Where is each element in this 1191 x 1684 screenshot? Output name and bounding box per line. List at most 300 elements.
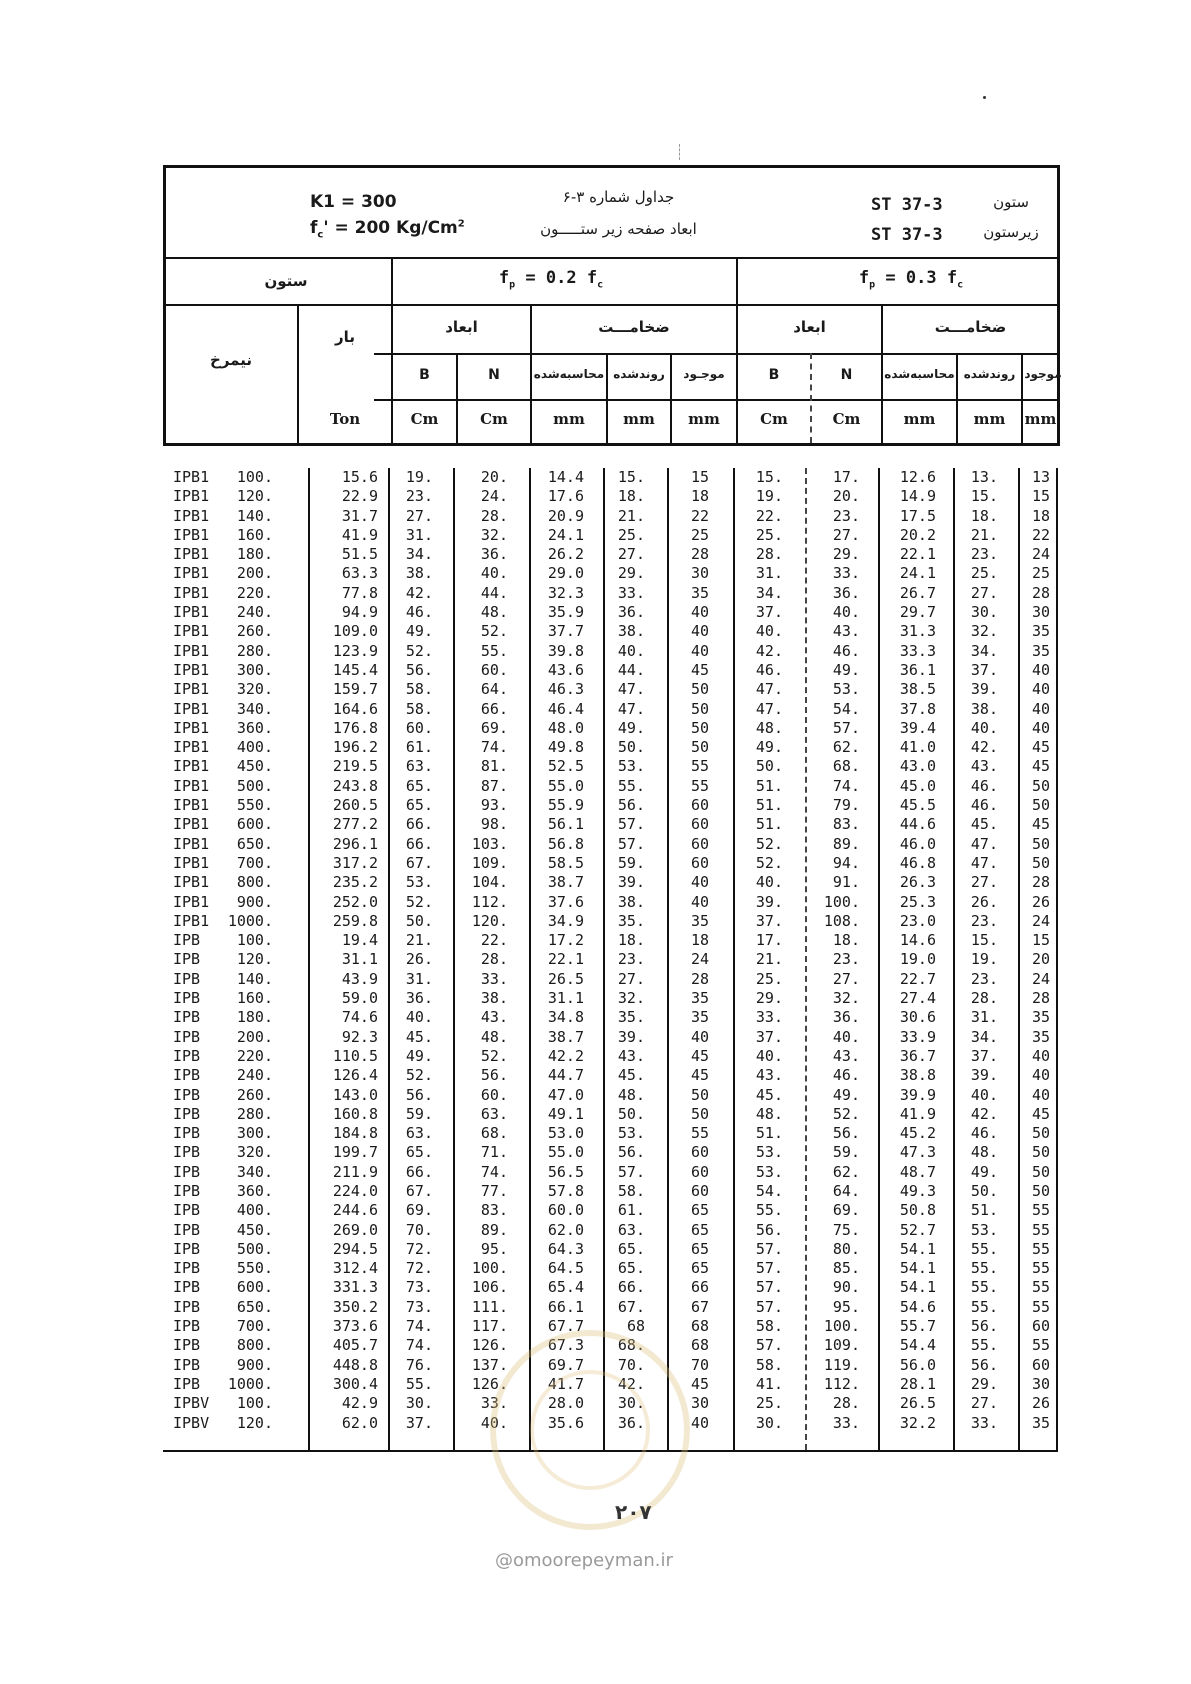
cell-round1: 25.: [617, 525, 645, 544]
cell-round2: 53.: [970, 1220, 998, 1239]
cell-b2: 54.: [755, 1181, 783, 1200]
cell-load: 109.0: [332, 622, 378, 641]
cell-calc1: 43.6: [547, 660, 584, 679]
cell-b2: 41.: [755, 1374, 783, 1393]
cell-exist2: 40: [1031, 660, 1050, 679]
cell-round2: 47.: [970, 853, 998, 872]
cell-b1: 52.: [405, 1066, 433, 1085]
cell-n2: 91.: [832, 873, 860, 892]
cell-round1: 50.: [617, 1104, 645, 1123]
cell-profile: IPB1: [173, 892, 210, 911]
cell-exist2: 40: [1031, 699, 1050, 718]
table-row: [163, 661, 1058, 680]
cell-b2: 40.: [755, 622, 783, 641]
cell-n1: 100.: [471, 1259, 508, 1278]
cell-b2: 57.: [755, 1297, 783, 1316]
cell-profile: IPB: [173, 1046, 201, 1065]
cell-load: 373.6: [332, 1317, 378, 1336]
cell-size: 600.: [236, 1278, 273, 1297]
fp-02-header: $f_p = 0.2$ $f_c$: [498, 268, 604, 291]
unit-n-2: Cm: [832, 410, 861, 428]
cell-profile: IPB: [173, 1124, 201, 1143]
cell-round2: 39.: [970, 1066, 998, 1085]
cell-calc2: 26.3: [899, 873, 936, 892]
steel-grade-base: ST 37-3: [871, 225, 943, 245]
site-watermark: @omoorepeyman.ir: [495, 1550, 673, 1571]
cell-round2: 43.: [970, 757, 998, 776]
cell-calc1: 57.8: [547, 1181, 584, 1200]
cell-round1: 35.: [617, 911, 645, 930]
cell-size: 1000.: [227, 1374, 273, 1393]
cell-n2: 85.: [832, 1259, 860, 1278]
cell-n1: 32.: [480, 525, 508, 544]
cell-n1: 81.: [480, 757, 508, 776]
cell-load: 350.2: [332, 1297, 378, 1316]
cell-calc1: 67.7: [547, 1317, 584, 1336]
cell-load: 224.0: [332, 1181, 378, 1200]
cell-load: 31.1: [341, 950, 378, 969]
cell-b2: 55.: [755, 1201, 783, 1220]
cell-calc2: 23.0: [899, 911, 936, 930]
cell-calc2: 44.6: [899, 815, 936, 834]
cell-round1: 23.: [617, 950, 645, 969]
cell-calc2: 20.2: [899, 525, 936, 544]
cell-exist2: 35: [1031, 1413, 1050, 1432]
cell-profile: IPB: [173, 931, 201, 950]
cell-b1: 36.: [405, 989, 433, 1008]
cell-exist1: 18: [690, 931, 709, 950]
cell-size: 450.: [236, 757, 273, 776]
cell-profile: IPB: [173, 1374, 201, 1393]
cell-b2: 33.: [755, 1008, 783, 1027]
cell-b2: 48.: [755, 718, 783, 737]
b-head-2: B: [768, 367, 780, 383]
cell-calc1: 64.5: [547, 1259, 584, 1278]
cell-round2: 46.: [970, 1124, 998, 1143]
cell-size: 1000.: [227, 911, 273, 930]
cell-calc2: 45.2: [899, 1124, 936, 1143]
cell-n1: 60.: [480, 660, 508, 679]
cell-n2: 54.: [832, 699, 860, 718]
cell-n2: 69.: [832, 1201, 860, 1220]
cell-size: 360.: [236, 718, 273, 737]
cell-profile: IPB: [173, 1162, 201, 1181]
cell-round1: 45.: [617, 1066, 645, 1085]
cell-exist2: 55: [1031, 1297, 1050, 1316]
cell-profile: IPB1: [173, 911, 210, 930]
load-head: بار: [335, 328, 355, 346]
steel-grade-column: ST 37-3: [871, 195, 943, 215]
cell-round2: 34.: [970, 641, 998, 660]
cell-load: 62.0: [341, 1413, 378, 1432]
table-row: [163, 777, 1058, 796]
cell-round2: 27.: [970, 873, 998, 892]
cell-exist2: 25: [1031, 564, 1050, 583]
cell-round1: 18.: [617, 487, 645, 506]
cell-calc1: 55.9: [547, 796, 584, 815]
cell-b1: 58.: [405, 680, 433, 699]
cell-calc2: 19.0: [899, 950, 936, 969]
cell-exist2: 35: [1031, 1027, 1050, 1046]
dims-head-2: ابعاد: [793, 318, 826, 336]
cell-profile: IPB1: [173, 873, 210, 892]
cell-load: 42.9: [341, 1394, 378, 1413]
table-row: [163, 1086, 1058, 1105]
cell-b1: 52.: [405, 641, 433, 660]
cell-round1: 65.: [617, 1259, 645, 1278]
table-row: [163, 1124, 1058, 1143]
cell-size: 400.: [236, 1201, 273, 1220]
cell-exist1: 40: [690, 1413, 709, 1432]
thickness-head-2: ضخامـــت: [934, 318, 1007, 336]
cell-round2: 48.: [970, 1143, 998, 1162]
cell-profile: IPB: [173, 1317, 201, 1336]
cell-round2: 45.: [970, 815, 998, 834]
cell-calc2: 33.3: [899, 641, 936, 660]
unit-round-2: mm: [973, 410, 1006, 428]
cell-exist2: 30: [1031, 1374, 1050, 1393]
cell-b1: 40.: [405, 1008, 433, 1027]
cell-load: 296.1: [332, 834, 378, 853]
cell-round1: 55.: [617, 776, 645, 795]
cell-round2: 23.: [970, 545, 998, 564]
cell-size: 320.: [236, 680, 273, 699]
cell-size: 500.: [236, 1239, 273, 1258]
cell-profile: IPB: [173, 1066, 201, 1085]
cell-b1: 69.: [405, 1201, 433, 1220]
cell-calc1: 44.7: [547, 1066, 584, 1085]
unit-b-1: Cm: [410, 410, 439, 428]
cell-size: 120.: [236, 950, 273, 969]
cell-exist2: 55: [1031, 1278, 1050, 1297]
cell-calc1: 41.7: [547, 1374, 584, 1393]
cell-b2: 50.: [755, 757, 783, 776]
cell-load: 199.7: [332, 1143, 378, 1162]
cell-load: 235.2: [332, 873, 378, 892]
cell-exist2: 55: [1031, 1220, 1050, 1239]
cell-n2: 80.: [832, 1239, 860, 1258]
cell-calc1: 31.1: [547, 989, 584, 1008]
cell-calc2: 28.1: [899, 1374, 936, 1393]
cell-profile: IPB: [173, 1259, 201, 1278]
cell-calc1: 17.6: [547, 487, 584, 506]
cell-exist2: 24: [1031, 911, 1050, 930]
unit-n-1: Cm: [480, 410, 508, 428]
cell-load: 331.3: [332, 1278, 378, 1297]
cell-round2: 40.: [970, 718, 998, 737]
cell-b1: 59.: [405, 1104, 433, 1123]
cell-profile: IPB: [173, 1297, 201, 1316]
cell-n1: 44.: [480, 583, 508, 602]
cell-exist2: 60: [1031, 1355, 1050, 1374]
cell-n2: 108.: [823, 911, 860, 930]
cell-round1: 33.: [617, 583, 645, 602]
cell-n1: 36.: [480, 545, 508, 564]
cell-size: 180.: [236, 545, 273, 564]
cell-exist2: 20: [1031, 950, 1050, 969]
cell-load: 300.4: [332, 1374, 378, 1393]
cell-size: 200.: [236, 564, 273, 583]
cell-profile: IPB1: [173, 834, 210, 853]
cell-round1: 18.: [617, 931, 645, 950]
cell-load: 63.3: [341, 564, 378, 583]
cell-exist2: 50: [1031, 1124, 1050, 1143]
cell-calc1: 26.5: [547, 969, 584, 988]
cell-calc2: 22.7: [899, 969, 936, 988]
cell-size: 650.: [236, 1297, 273, 1316]
cell-profile: IPB: [173, 969, 201, 988]
table-header-box: [163, 165, 1060, 446]
cell-round1: 35.: [617, 1008, 645, 1027]
cell-round2: 55.: [970, 1259, 998, 1278]
cell-profile: IPB: [173, 1143, 201, 1162]
cell-calc2: 17.5: [899, 506, 936, 525]
cell-size: 180.: [236, 1008, 273, 1027]
cell-b1: 49.: [405, 622, 433, 641]
cell-calc2: 49.3: [899, 1181, 936, 1200]
table-row: [163, 584, 1058, 603]
cell-b2: 25.: [755, 1394, 783, 1413]
divider: [166, 304, 1058, 306]
cell-exist1: 40: [690, 622, 709, 641]
cell-n1: 71.: [480, 1143, 508, 1162]
cell-round1: 29.: [617, 564, 645, 583]
cell-load: 196.2: [332, 738, 378, 757]
cell-b2: 17.: [755, 931, 783, 950]
cell-round2: 46.: [970, 796, 998, 815]
cell-exist1: 35: [690, 1008, 709, 1027]
cell-profile: IPB: [173, 950, 201, 969]
cell-round1: 21.: [617, 506, 645, 525]
cell-n1: 93.: [480, 796, 508, 815]
table-row: [163, 1008, 1058, 1027]
cell-profile: IPB1: [173, 487, 210, 506]
cell-round2: 42.: [970, 738, 998, 757]
cell-size: 300.: [236, 1124, 273, 1143]
cell-n1: 89.: [480, 1220, 508, 1239]
cell-calc1: 60.0: [547, 1201, 584, 1220]
cell-b2: 37.: [755, 1027, 783, 1046]
cell-calc1: 34.9: [547, 911, 584, 930]
cell-round2: 38.: [970, 699, 998, 718]
cell-round2: 50.: [970, 1181, 998, 1200]
cell-exist2: 55: [1031, 1201, 1050, 1220]
cell-exist2: 55: [1031, 1239, 1050, 1258]
n-head-2: N: [840, 367, 853, 383]
cell-n2: 62.: [832, 738, 860, 757]
cell-load: 19.4: [341, 931, 378, 950]
cell-round1: 32.: [617, 989, 645, 1008]
unit-round-1: mm: [623, 410, 655, 428]
cell-size: 160.: [236, 525, 273, 544]
n-head-1: N: [488, 367, 500, 383]
cell-calc2: 46.8: [899, 853, 936, 872]
cell-round2: 32.: [970, 622, 998, 641]
cell-load: 74.6: [341, 1008, 378, 1027]
cell-b1: 55.: [405, 1374, 433, 1393]
cell-calc1: 35.6: [547, 1413, 584, 1432]
cell-load: 123.9: [332, 641, 378, 660]
cell-n1: 117.: [471, 1317, 508, 1336]
cell-round2: 15.: [970, 931, 998, 950]
table-row: [163, 1105, 1058, 1124]
cell-load: 159.7: [332, 680, 378, 699]
table-row: [163, 796, 1058, 815]
cell-n1: 63.: [480, 1104, 508, 1123]
fc-value: $f_c' = 200$ Kg/Cm$^2$: [310, 218, 465, 241]
cell-round2: 55.: [970, 1336, 998, 1355]
cell-load: 126.4: [332, 1066, 378, 1085]
table-row: [163, 1278, 1058, 1297]
cell-round2: 55.: [970, 1297, 998, 1316]
cell-exist2: 26: [1031, 892, 1050, 911]
cell-n2: 49.: [832, 1085, 860, 1104]
cell-calc1: 34.8: [547, 1008, 584, 1027]
cell-load: 59.0: [341, 989, 378, 1008]
table-row: [163, 507, 1058, 526]
cell-size: 800.: [236, 873, 273, 892]
cell-n1: 60.: [480, 1085, 508, 1104]
cell-profile: IPB: [173, 1336, 201, 1355]
cell-b1: 60.: [405, 718, 433, 737]
cell-calc1: 49.1: [547, 1104, 584, 1123]
cell-size: 320.: [236, 1143, 273, 1162]
cell-calc1: 38.7: [547, 873, 584, 892]
cell-round1: 36.: [617, 603, 645, 622]
cell-size: 140.: [236, 969, 273, 988]
cell-n1: 33.: [480, 1394, 508, 1413]
cell-round1: 65.: [617, 1239, 645, 1258]
cell-size: 500.: [236, 776, 273, 795]
cell-round2: 55.: [970, 1278, 998, 1297]
cell-b2: 37.: [755, 603, 783, 622]
cell-profile: IPB1: [173, 738, 210, 757]
cell-round2: 27.: [970, 583, 998, 602]
cell-exist1: 40: [690, 641, 709, 660]
cell-calc1: 66.1: [547, 1297, 584, 1316]
cell-exist2: 18: [1031, 506, 1050, 525]
cell-round2: 51.: [970, 1201, 998, 1220]
cell-n1: 66.: [480, 699, 508, 718]
cell-exist2: 40: [1031, 1046, 1050, 1065]
cell-load: 244.6: [332, 1201, 378, 1220]
table-row: [163, 545, 1058, 564]
cell-n1: 24.: [480, 487, 508, 506]
cell-load: 92.3: [341, 1027, 378, 1046]
cell-calc1: 56.8: [547, 834, 584, 853]
cell-b2: 30.: [755, 1413, 783, 1432]
cell-profile: IPB: [173, 1008, 201, 1027]
cell-n2: 68.: [832, 757, 860, 776]
cell-round2: 18.: [970, 506, 998, 525]
cell-size: 900.: [236, 892, 273, 911]
cell-round2: 37.: [970, 660, 998, 679]
cell-n2: 33.: [832, 1413, 860, 1432]
cell-calc1: 48.0: [547, 718, 584, 737]
cell-n2: 43.: [832, 622, 860, 641]
cell-calc2: 38.8: [899, 1066, 936, 1085]
cell-exist1: 22: [690, 506, 709, 525]
cell-exist2: 28: [1031, 583, 1050, 602]
table-row: [163, 931, 1058, 950]
cell-exist1: 25: [690, 525, 709, 544]
cell-n2: 64.: [832, 1181, 860, 1200]
cell-size: 200.: [236, 1027, 273, 1046]
cell-exist2: 35: [1031, 622, 1050, 641]
thickness-head-1: ضخامـــت: [598, 318, 670, 336]
cell-n2: 40.: [832, 1027, 860, 1046]
cell-calc1: 24.1: [547, 525, 584, 544]
cell-calc2: 41.9: [899, 1104, 936, 1123]
cell-n1: 137.: [471, 1355, 508, 1374]
cell-profile: IPB1: [173, 699, 210, 718]
cell-profile: IPB1: [173, 815, 210, 834]
cell-size: 700.: [236, 1317, 273, 1336]
cell-exist2: 40: [1031, 680, 1050, 699]
speck: [983, 96, 986, 99]
cell-b2: 42.: [755, 641, 783, 660]
cell-n2: 75.: [832, 1220, 860, 1239]
table-row: [163, 873, 1058, 892]
cell-exist1: 35: [690, 911, 709, 930]
unit-exist-1: mm: [688, 410, 720, 428]
page-crease: [679, 144, 681, 160]
cell-round1: 53.: [617, 1124, 645, 1143]
cell-profile: IPB1: [173, 641, 210, 660]
cell-b1: 56.: [405, 1085, 433, 1104]
unit-b-2: Cm: [760, 410, 788, 428]
cell-round1: 27.: [617, 545, 645, 564]
cell-n1: 111.: [471, 1297, 508, 1316]
cell-calc1: 56.1: [547, 815, 584, 834]
cell-n1: 126.: [471, 1374, 508, 1393]
cell-n2: 89.: [832, 834, 860, 853]
table-row: [163, 564, 1058, 583]
fp-03-header: $f_p = 0.3$ $f_c$: [858, 268, 964, 291]
cell-round1: 38.: [617, 892, 645, 911]
table-row: [163, 950, 1058, 969]
cell-b2: 51.: [755, 776, 783, 795]
cell-exist1: 67: [690, 1297, 709, 1316]
table-row: [163, 700, 1058, 719]
cell-round2: 31.: [970, 1008, 998, 1027]
table-row: [163, 970, 1058, 989]
cell-n2: 46.: [832, 641, 860, 660]
data-table: [163, 468, 1058, 1450]
cell-calc2: 25.3: [899, 892, 936, 911]
cell-b1: 53.: [405, 873, 433, 892]
cell-calc2: 41.0: [899, 738, 936, 757]
cell-calc2: 37.8: [899, 699, 936, 718]
cell-exist2: 50: [1031, 1181, 1050, 1200]
table-row: [163, 680, 1058, 699]
cell-b2: 51.: [755, 1124, 783, 1143]
cell-size: 550.: [236, 1259, 273, 1278]
table-row: [163, 526, 1058, 545]
cell-exist1: 35: [690, 989, 709, 1008]
table-row: [163, 757, 1058, 776]
cell-exist2: 50: [1031, 1143, 1050, 1162]
cell-size: 300.: [236, 660, 273, 679]
cell-load: 184.8: [332, 1124, 378, 1143]
cell-n2: 23.: [832, 506, 860, 525]
cell-calc2: 50.8: [899, 1201, 936, 1220]
cell-n2: 74.: [832, 776, 860, 795]
cell-round2: 56.: [970, 1355, 998, 1374]
cell-calc1: 55.0: [547, 776, 584, 795]
cell-size: 280.: [236, 641, 273, 660]
cell-n1: 104.: [471, 873, 508, 892]
